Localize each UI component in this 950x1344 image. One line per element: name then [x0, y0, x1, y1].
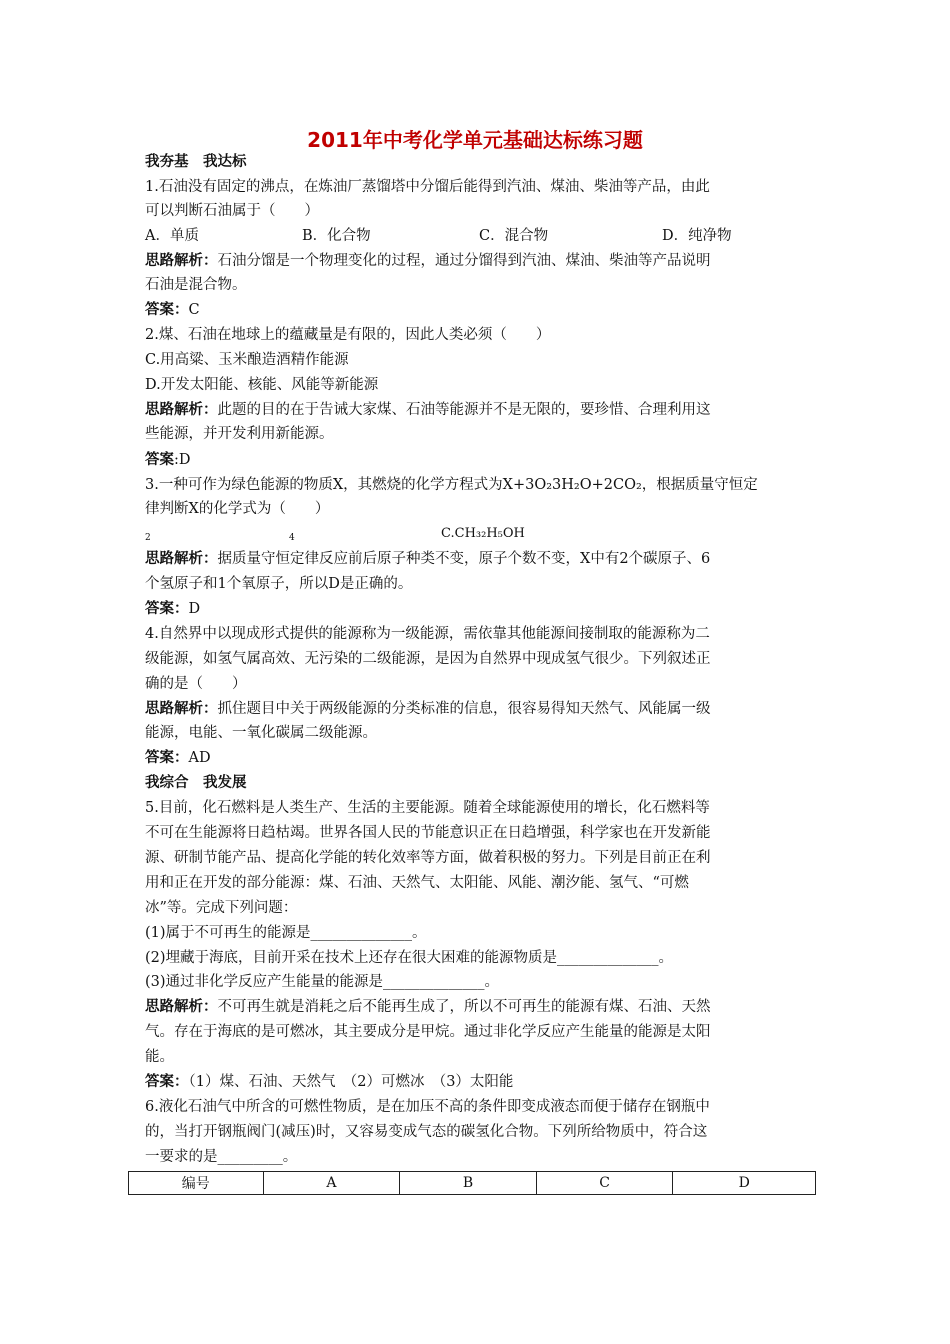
q3-analysis-line1	[145, 547, 710, 571]
q3-answer	[145, 597, 200, 621]
analysis-label: 思路解析：	[145, 701, 218, 717]
analysis-text: 据质量守恒定律反应前后原子种类不变，原子个数不变，X中有2个碳原子、6	[217, 551, 711, 567]
q5-stem-line3: 源、研制节能产品、提高化学能的转化效率等方面，做着积极的努力。下列是目前正在利	[145, 850, 711, 866]
analysis-label: 思路解析：	[145, 402, 218, 418]
q3-fragment-a: 2	[145, 533, 151, 543]
q1-option-b: B．化合物	[302, 228, 371, 244]
answer-value: AD	[188, 750, 211, 766]
q4-stem-line2: 级能源，如氢气属高效、无污染的二级能源，是因为自然界中现成氢气很少。下列叙述正	[145, 651, 711, 667]
q4-analysis-line2: 能源，电能、一氧化碳属二级能源。	[145, 725, 377, 741]
q5-stem-line4: 用和正在开发的部分能源：煤、石油、天然气、太阳能、风能、潮汐能、氢气、“可燃	[145, 875, 689, 891]
q5-subquestion-1: (1)属于不可再生的能源是______________。	[145, 925, 427, 941]
q5-subquestion-3: (3)通过非化学反应产生能量的能源是______________。	[145, 974, 500, 990]
q2-analysis-line2: 些能源，并开发利用新能源。	[145, 426, 334, 442]
q2-option-c: C.用高粱、玉米酿造酒精作能源	[145, 352, 349, 368]
q5-stem-line1: 5.目前，化石燃料是人类生产、生活的主要能源。随着全球能源使用的增长，化石燃料等	[145, 800, 710, 816]
answer-label: 答案	[145, 452, 174, 468]
q3-fragment-b: 4	[289, 533, 295, 543]
q1-option-a: A．单质	[145, 228, 199, 244]
analysis-label: 思路解析：	[145, 999, 218, 1015]
answer-label: 答案：	[145, 601, 189, 617]
q3-analysis-line2: 个氢原子和1个氧原子，所以D是正确的。	[145, 576, 413, 592]
q6-stem-line1: 6.液化石油气中所含的可燃性物质，是在加压不高的条件即变成液态而便于储存在钢瓶中	[145, 1099, 710, 1115]
answer-value: （1）煤、石油、天然气 （2）可燃冰 （3）太阳能	[188, 1074, 514, 1090]
q5-subquestion-2: (2)埋藏于海底，目前开采在技术上还存在很大困难的能源物质是______________。	[145, 950, 674, 966]
table-header-cell: 编号	[129, 1172, 264, 1195]
table-header-cell: A	[263, 1172, 400, 1195]
q1-analysis-line1	[145, 249, 711, 273]
answer-value: C	[188, 302, 200, 318]
table-header-cell: B	[400, 1172, 537, 1195]
q2-stem: 2.煤、石油在地球上的蕴藏量是有限的，因此人类必须（ ）	[145, 327, 551, 343]
q5-answer	[145, 1070, 513, 1094]
analysis-text: 不可再生就是消耗之后不能再生成了，所以不可再生的能源有煤、石油、天然	[217, 999, 711, 1015]
table-header-row	[129, 1172, 816, 1195]
q3-option-c: C.CH₃₂H₅OH	[441, 526, 525, 541]
table-header-cell: C	[536, 1172, 673, 1195]
answer-label: 答案：	[145, 302, 189, 318]
q6-stem-line2: 的，当打开钢瓶阀门(减压)时，又容易变成气态的碳氢化合物。下列所给物质中，符合这	[145, 1124, 708, 1140]
table-header-cell: D	[673, 1172, 816, 1195]
section-heading-basic: 我夯基 我达标	[145, 154, 247, 170]
q2-analysis-line1	[145, 398, 711, 422]
q1-stem-line2: 可以判断石油属于（ ）	[145, 203, 319, 219]
answer-label: 答案：	[145, 750, 189, 766]
answer-value: :D	[174, 452, 191, 468]
q5-analysis-line1	[145, 995, 711, 1019]
q1-analysis-line2: 石油是混合物。	[145, 277, 247, 293]
q5-analysis-line2: 气。存在于海底的是可燃冰，其主要成分是甲烷。通过非化学反应产生能量的能源是太阳	[145, 1024, 711, 1040]
q1-answer	[145, 298, 200, 322]
q4-analysis-line1	[145, 697, 711, 721]
q1-option-d: D．纯净物	[662, 228, 732, 244]
analysis-text: 抓住题目中关于两级能源的分类标准的信息，很容易得知天然气、风能属一级	[217, 701, 711, 717]
q5-stem-line2: 不可在生能源将日趋枯竭。世界各国人民的节能意识正在日趋增强，科学家也在开发新能	[145, 825, 711, 841]
analysis-text: 此题的目的在于告诫大家煤、石油等能源并不是无限的，要珍惜、合理利用这	[217, 402, 711, 418]
q5-stem-line5: 冰”等。完成下列问题：	[145, 900, 298, 916]
q4-answer	[145, 746, 211, 770]
q4-stem-line3: 确的是（ ）	[145, 676, 247, 692]
answer-value: D	[188, 601, 201, 617]
q1-stem-line1: 1.石油没有固定的沸点，在炼油厂蒸馏塔中分馏后能得到汽油、煤油、柴油等产品，由此	[145, 179, 710, 195]
section-heading-advanced: 我综合 我发展	[145, 775, 247, 791]
q6-stem-line3: 一要求的是_________。	[145, 1149, 298, 1165]
q2-answer	[145, 448, 191, 472]
q5-analysis-line3: 能。	[145, 1049, 174, 1065]
q3-stem-line2: 律判断X的化学式为（ ）	[145, 501, 330, 517]
q6-table	[128, 1171, 816, 1195]
q3-stem-line1: 3.一种可作为绿色能源的物质X，其燃烧的化学方程式为X+3O₂3H₂O+2CO₂，根据质量守恒定	[145, 477, 758, 493]
q4-stem-line1: 4.自然界中以现成形式提供的能源称为一级能源，需依靠其他能源间接制取的能源称为二	[145, 626, 710, 642]
q1-option-c: C．混合物	[479, 228, 549, 244]
analysis-label: 思路解析：	[145, 551, 218, 567]
answer-label: 答案：	[145, 1074, 189, 1090]
analysis-label: 思路解析：	[145, 253, 218, 269]
analysis-text: 石油分馏是一个物理变化的过程，通过分馏得到汽油、煤油、柴油等产品说明	[217, 253, 711, 269]
page-title: 2011年中考化学单元基础达标练习题	[307, 128, 643, 152]
q2-option-d: D.开发太阳能、核能、风能等新能源	[145, 377, 379, 393]
